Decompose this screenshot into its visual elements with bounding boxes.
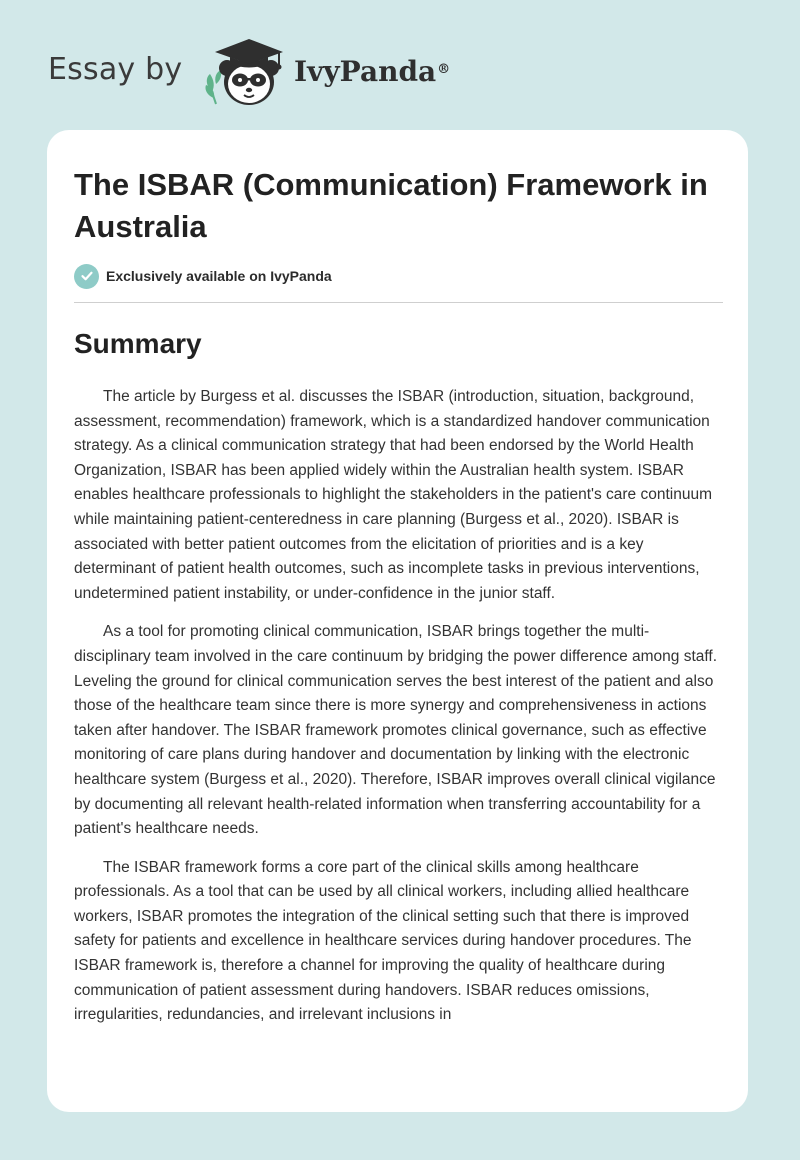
panda-graduate-icon[interactable] xyxy=(200,34,296,110)
brand-prefix: Essay by xyxy=(48,52,183,87)
registered-mark: ® xyxy=(437,62,451,77)
paragraph-3: The ISBAR framework forms a core part of the clinical skills among healthcare professionals. As a tool that can be used by all clinical workers, including allied healthcare workers, ISBAR promotes the integration of the clinical setting such that there is improved safety for patients and excellence in healthcare services during handover procedures. The ISBAR framework is, therefore a channel for improving the quality of healthcare during communication of patient assessment during handovers. ISBAR reduces omissions, irregularities, redundancies, and irrelevant inclusions in xyxy=(74,858,692,1024)
brand-name[interactable] xyxy=(294,52,450,92)
section-heading-summary: Summary xyxy=(74,328,202,359)
article-card xyxy=(47,130,748,1112)
paragraph-2: As a tool for promoting clinical communication, ISBAR brings together the multi-disciplinary team involved in the care continuum by bridging the power difference among staff. Leveling the ground for clinical communication serves the best interest of the patient and also those of the healthcare team since there is more synergy and comprehensiveness in actions taken after handover. The ISBAR framework promotes clinical governance, such as effective monitoring of care plans during handover and documentation by linking with the electronic healthcare system (Burgess et al., 2020). Therefore, ISBAR improves overall clinical vigilance by documenting all relevant health-related information when transferring accountability for a patient's healthcare needs. xyxy=(74,623,718,838)
brand-name-text: IvyPanda xyxy=(294,55,437,88)
check-icon xyxy=(74,264,99,289)
exclusive-badge xyxy=(74,263,332,289)
paragraph-1: The article by Burgess et al. discusses the ISBAR (introduction, situation, background, assessment, recommendation) framework, which is a standardized handover communication strategy. As a clinical communication strategy that had been endorsed by the World Health Organization, ISBAR has been applied widely within the Australian health system. ISBAR enables healthcare professionals to highlight the stakeholders in the patient's care continuum while maintaining patient-centeredness in care planning (Burgess et al., 2020). ISBAR is associated with better patient outcomes from the elicitation of priorities and is a key determinant of patient health outcomes, such as incomplete tasks in previous interventions, undetermined patient instability, or under-confidence in the junior staff. xyxy=(74,388,712,602)
site-header xyxy=(0,0,800,130)
page-title: The ISBAR (Communication) Framework in Australia xyxy=(74,167,708,244)
divider xyxy=(74,302,723,303)
article-body xyxy=(74,385,724,1042)
badge-text: Exclusively available on IvyPanda xyxy=(106,268,332,284)
